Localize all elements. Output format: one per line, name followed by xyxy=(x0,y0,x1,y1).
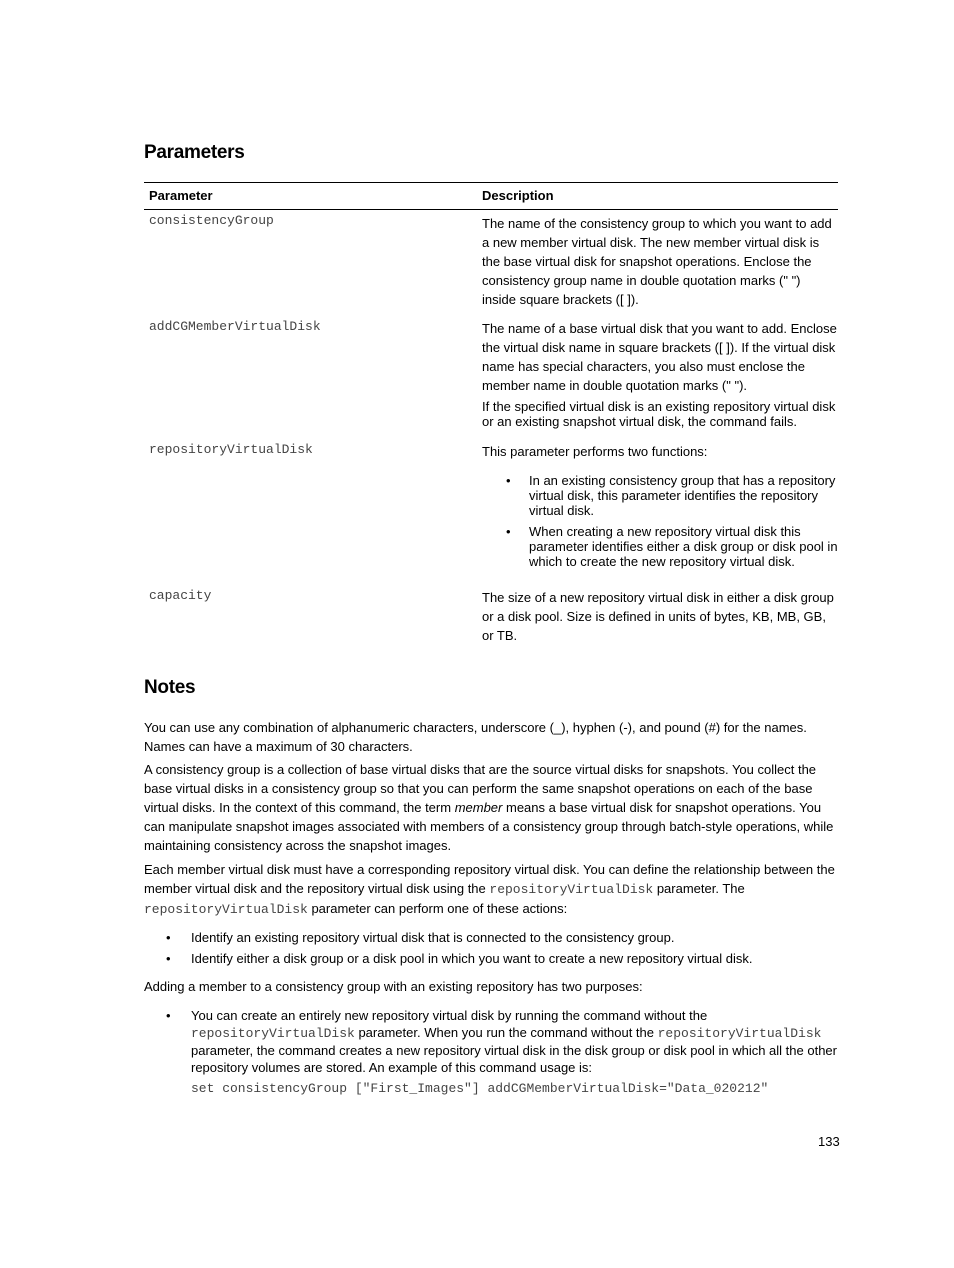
list-item-text: Identify either a disk group or a disk pool in which you want to create a new repository virtual disk. xyxy=(191,951,753,966)
list-item xyxy=(144,929,844,946)
list-item-text: In an existing consistency group that has a repository virtual disk, this parameter identifies the repository virtual disk. xyxy=(529,473,836,518)
column-header-description: Description xyxy=(482,188,554,203)
table-header xyxy=(144,182,838,210)
description-text: If the specified virtual disk is an existing repository virtual disk or an existing snapshot virtual disk, the command fails. xyxy=(482,399,836,429)
list-item xyxy=(144,950,844,967)
list-item-text: You can create an entirely new repository virtual disk by running the command without the repositoryVirtualDisk parameter. When you run the command without the repositoryVirtualDisk parameter, the command creates a new repository virtual disk in the disk group or disk pool in which all the other repository volumes are stored. An example of this command usage is: set consistencyGroup ["First_Images"] addCGMemberVirtualDisk="Data_020212" xyxy=(191,1007,844,1097)
notes-paragraph: Each member virtual disk must have a corresponding repository virtual disk. You can define the relationship between the member virtual disk and the repository virtual disk using the repositoryVirtualDisk parameter. The repositoryVirtualDisk parameter can perform one of these actions: xyxy=(144,862,835,917)
description-text: This parameter performs two functions: xyxy=(482,444,708,459)
parameter-description xyxy=(482,214,838,309)
inline-code: repositoryVirtualDisk xyxy=(144,902,308,917)
bullet-icon: • xyxy=(166,1008,171,1023)
list-item xyxy=(482,473,838,518)
column-header-parameter: Parameter xyxy=(149,188,213,203)
parameter-name: repositoryVirtualDisk xyxy=(149,442,313,457)
bullet-icon: • xyxy=(166,951,171,966)
parameter-description xyxy=(482,588,838,645)
inline-code: repositoryVirtualDisk xyxy=(657,1026,822,1041)
bullet-icon: • xyxy=(166,930,171,945)
parameters-table xyxy=(144,182,838,643)
list-item xyxy=(144,1007,844,1097)
parameters-heading: Parameters xyxy=(144,142,245,163)
inline-code: repositoryVirtualDisk xyxy=(191,1026,355,1041)
list-item xyxy=(482,524,838,569)
notes-paragraph: Adding a member to a consistency group with an existing repository has two purposes: xyxy=(144,979,643,994)
parameter-description xyxy=(482,319,838,429)
bullet-icon: • xyxy=(506,473,511,488)
list-item-text: Identify an existing repository virtual disk that is connected to the consistency group. xyxy=(191,930,675,945)
parameter-name: consistencyGroup xyxy=(149,213,274,228)
notes-paragraph: A consistency group is a collection of base virtual disks that are the source virtual disks for snapshots. You collect the base virtual disks in a consistency group so that you can perform the same snapshot operations on each of the base virtual disks. In the context of this command, the term member means a base virtual disk for snapshot operations. You can manipulate snapshot images associated with members of a consistency group through batch-style operations, while maintaining consistency across the snapshot images. xyxy=(144,762,834,853)
bullet-icon: • xyxy=(506,524,511,539)
code-example: set consistencyGroup ["First_Images"] addCGMemberVirtualDisk="Data_020212" xyxy=(191,1081,769,1096)
description-text: The name of the consistency group to which you want to add a new member virtual disk. The new member virtual disk is the base virtual disk for snapshot operations. Enclose the consistency group name in double quotation marks (" ") inside square brackets ([ ]). xyxy=(482,216,832,307)
parameter-name: capacity xyxy=(149,588,212,603)
notes-heading: Notes xyxy=(144,677,196,698)
notes-paragraph: You can use any combination of alphanumeric characters, underscore (_), hyphen (-), and pound (#) for the names. Names can have a maximum of 30 characters. xyxy=(144,720,807,754)
parameter-name: addCGMemberVirtualDisk xyxy=(149,319,321,334)
description-text: The size of a new repository virtual disk in either a disk group or a disk pool. Size is defined in units of bytes, KB, MB, GB, or TB. xyxy=(482,590,834,643)
parameter-description xyxy=(482,442,838,569)
emphasis-text: member xyxy=(454,800,503,815)
list-item-text: When creating a new repository virtual disk this parameter identifies either a disk group or disk pool in which to create the new repository virtual disk. xyxy=(529,524,838,569)
description-text: The name of a base virtual disk that you want to add. Enclose the virtual disk name in square brackets ([ ]). If the virtual disk name has special characters, you also must enclose the member name in double quotation marks (" "). xyxy=(482,321,837,393)
inline-code: repositoryVirtualDisk xyxy=(489,882,654,897)
page-number: 133 xyxy=(818,1134,840,1149)
